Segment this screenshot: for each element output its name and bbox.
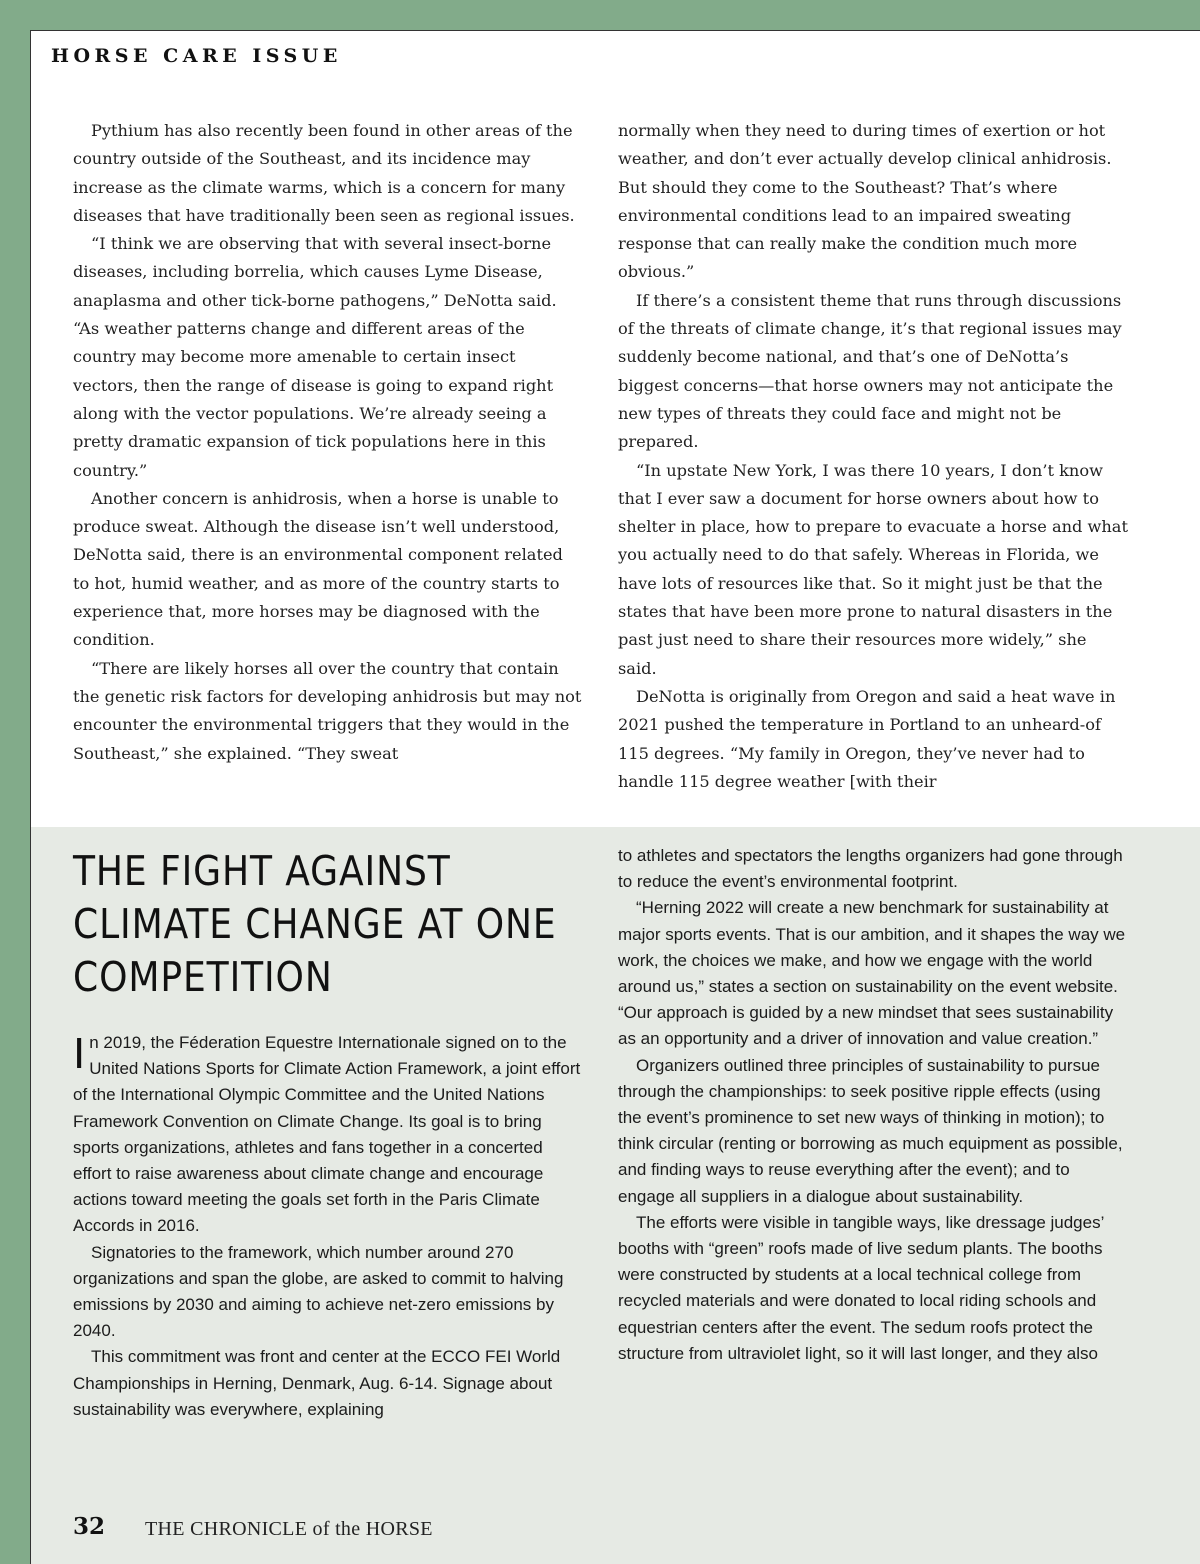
sidebar-first-paragraph-text: n 2019, the Féderation Equestre Internationale signed on to the United Nations Sports for Climate Action Framework, a joint effort of the International Olympic Committee and the United Nations Framework Convention on Climate Change. Its goal is to bring sports organizations, athletes and fans together in a concerted effort to raise awareness about climate change and encourage actions toward meeting the goals set forth in the Paris Climate Accords in 2016. bbox=[73, 1033, 581, 1236]
section-label: HORSE CARE ISSUE bbox=[51, 45, 342, 67]
sidebar-paragraph: Organizers outlined three principles of sustainability to pursue through the championships: to seek positive ripple effects (using the event’s prominence to set new ways of thinking in motion); to think circular (renting or borrowing as much equipment as possible, and finding ways to reuse everything after the event); and to engage all suppliers in a dialogue about sustainability. bbox=[618, 1055, 1123, 1206]
drop-cap: I bbox=[73, 1029, 86, 1078]
article-paragraph: “I think we are observing that with several insect-borne diseases, including borrelia, which causes Lyme Disease, anaplasma and other tick-borne pathogens,” DeNotta said. “As weather patterns change and different areas of the country may become more amenable to certain insect vectors, then the range of disease is going to expand right along with the vector populations. We’re already seeing a pretty dramatic expansion of tick populations here in this country.” bbox=[73, 234, 557, 480]
article-paragraph: “There are likely horses all over the country that contain the genetic risk factors for developing anhidrosis but may not encounter the environmental triggers that they would in the Southeast,” she explained. “They sweat bbox=[73, 658, 582, 763]
sidebar-left-column bbox=[73, 845, 583, 1423]
article-left-column bbox=[73, 117, 583, 768]
sidebar-right-column bbox=[618, 843, 1128, 1367]
sidebar-title: THE FIGHT AGAINST CLIMATE CHANGE AT ONE COMPETITION bbox=[73, 847, 557, 1001]
sidebar-paragraph: This commitment was front and center at the ECCO FEI World Championships in Herning, Denmark, Aug. 6-14. Signage about sustainability was everywhere, explaining bbox=[73, 1347, 561, 1419]
sidebar-paragraph: The efforts were visible in tangible ways, like dressage judges’ booths with “green” roofs made of live sedum plants. The booths were constructed by students at a local technical college from recycled materials and were donated to local riding schools and equestrian centers after the event. The sedum roofs protect the structure from ultraviolet light, so it will last longer, and they also bbox=[618, 1212, 1104, 1363]
article-paragraph: Another concern is anhidrosis, when a horse is unable to produce sweat. Although the disease isn’t well understood, DeNotta said, there is an environmental component related to hot, humid weather, and as more of the country starts to experience that, more horses may be diagnosed with the condition. bbox=[73, 488, 563, 650]
magazine-page bbox=[30, 30, 1200, 1564]
sidebar-paragraph: Signatories to the framework, which number around 270 organizations and span the globe, are asked to commit to halving emissions by 2030 and aiming to achieve net-zero emissions by 2040. bbox=[73, 1242, 564, 1341]
masthead-logo: THE CHRONICLE of the HORSE bbox=[145, 1518, 433, 1540]
article-paragraph: If there’s a consistent theme that runs through discussions of the threats of climate change, it’s that regional issues may suddenly become national, and that’s one of DeNotta’s biggest concerns—that horse owners may not anticipate the new types of threats they could face and might not be prepared. bbox=[618, 290, 1122, 452]
article-paragraph: DeNotta is originally from Oregon and said a heat wave in 2021 pushed the temperature in Portland to an unheard-of 115 degrees. “My family in Oregon, they’ve never had to handle 115 degree weather [with their bbox=[618, 686, 1116, 791]
article-paragraph: “In upstate New York, I was there 10 years, I don’t know that I ever saw a document for horse owners about how to shelter in place, how to prepare to evacuate a horse and what you actually need to do that safely. Whereas in Florida, we have lots of resources like that. So it might just be that the states that have been more prone to natural disasters in the past just need to share their resources more widely,” she said. bbox=[618, 460, 1128, 678]
article-body bbox=[73, 117, 1143, 797]
sidebar-first-paragraph bbox=[73, 1030, 583, 1240]
article-right-column bbox=[618, 117, 1128, 796]
article-paragraph: Pythium has also recently been found in other areas of the country outside of the Southeast, and its incidence may increase as the climate warms, which is a concern for many diseases that have traditionally been seen as regional issues. bbox=[73, 121, 575, 225]
sidebar-paragraph: “Herning 2022 will create a new benchmark for sustainability at major sports events. That is our ambition, and it shapes the way we work, the choices we make, and how we engage with the world around us,” states a section on sustainability on the event website. “Our approach is guided by a new mindset that sees sustainability as an opportunity and a driver of innovation and value creation.” bbox=[618, 898, 1126, 1049]
page-number: 32 bbox=[73, 1513, 106, 1540]
sidebar-box bbox=[31, 827, 1200, 1564]
article-paragraph: normally when they need to during times of exertion or hot weather, and don’t ever actually develop clinical anhidrosis. But should they come to the Southeast? That’s where environmental conditions lead to an impaired sweating response that can really make the condition much more obvious.” bbox=[618, 121, 1112, 282]
sidebar-paragraph: to athletes and spectators the lengths organizers had gone through to reduce the event’s environmental footprint. bbox=[618, 846, 1123, 892]
